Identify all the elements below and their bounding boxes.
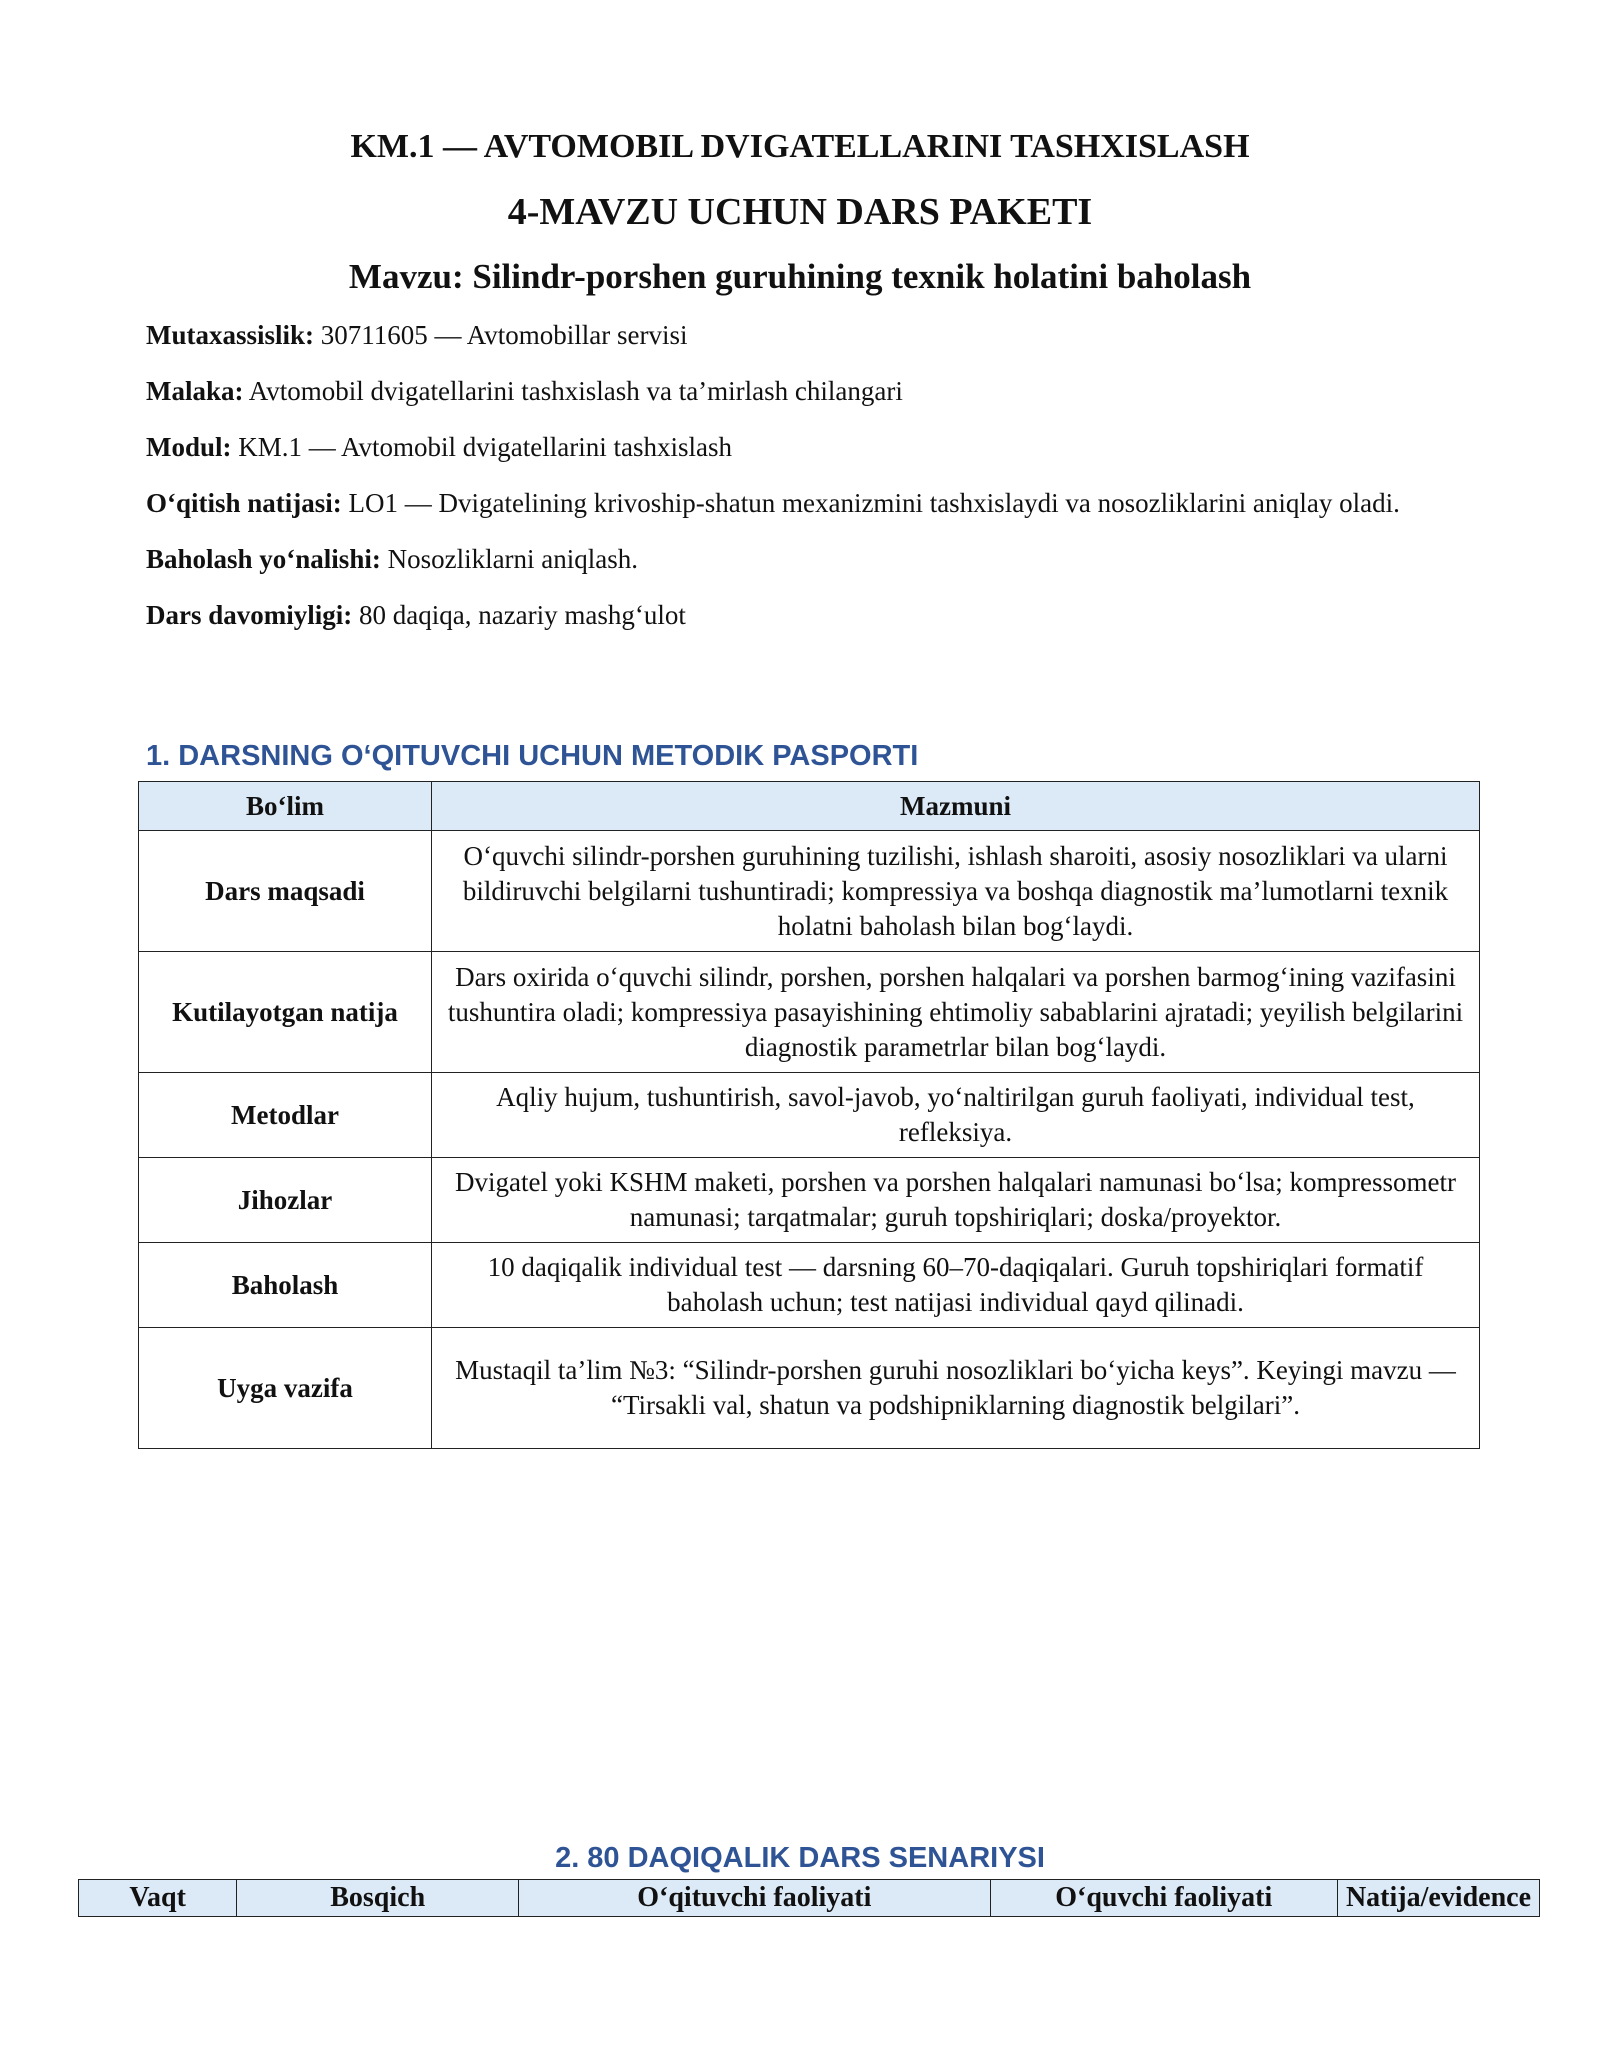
row-section-cell: Uyga vazifa bbox=[139, 1328, 432, 1449]
meta-value: LO1 — Dvigatelining krivoship-shatun mexanizmini tashxislaydi va nosozliklarini aniqlay oladi. bbox=[348, 488, 1400, 518]
meta-value: Nosozliklarni aniqlash. bbox=[387, 544, 639, 574]
column-header-result: Natija/evidence bbox=[1337, 1880, 1539, 1917]
meta-module bbox=[146, 429, 1446, 466]
row-content-cell: Dvigatel yoki KSHM maketi, porshen va porshen halqalari namunasi bo‘lsa; kompressometr namunasi; tarqatmalar; guruh topshiriqlari; doska/proyektor. bbox=[432, 1158, 1480, 1243]
document-title: KM.1 — AVTOMOBIL DVIGATELLARINI TASHXISLASH bbox=[350, 128, 1250, 165]
meta-label: O‘qitish natijasi: bbox=[146, 488, 342, 518]
column-header-time: Vaqt bbox=[79, 1880, 237, 1917]
table-header-row bbox=[139, 782, 1480, 831]
table-row bbox=[139, 1073, 1480, 1158]
topic-title: Mavzu: Silindr-porshen guruhining texnik holatini baholash bbox=[348, 257, 1252, 296]
passport-table bbox=[138, 781, 1480, 1449]
row-section-cell: Dars maqsadi bbox=[139, 831, 432, 952]
meta-value: 30711605 — Avtomobillar servisi bbox=[320, 320, 688, 350]
table-row bbox=[139, 831, 1480, 952]
column-header-stage: Bosqich bbox=[237, 1880, 519, 1917]
meta-block bbox=[146, 317, 1446, 653]
meta-duration bbox=[146, 597, 1446, 634]
column-header-content: Mazmuni bbox=[432, 782, 1480, 831]
section-heading-passport: 1. DARSNING O‘QITUVCHI UCHUN METODIK PASPORTI bbox=[146, 740, 919, 772]
meta-value: Avtomobil dvigatellarini tashxislash va ta’mirlash chilangari bbox=[248, 376, 903, 406]
meta-value: KM.1 — Avtomobil dvigatellarini tashxislash bbox=[238, 432, 732, 462]
column-header-section: Bo‘lim bbox=[139, 782, 432, 831]
meta-label: Modul: bbox=[146, 432, 232, 462]
meta-qualification bbox=[146, 373, 1446, 410]
meta-specialty bbox=[146, 317, 1446, 354]
row-section-cell: Metodlar bbox=[139, 1073, 432, 1158]
row-section-cell: Baholash bbox=[139, 1243, 432, 1328]
meta-assessment-direction bbox=[146, 541, 1446, 578]
section-heading-scenario: 2. 80 DAQIQALIK DARS SENARIYSI bbox=[555, 1842, 1045, 1874]
meta-label: Dars davomiyligi: bbox=[146, 600, 353, 630]
row-content-cell: Dars oxirida o‘quvchi silindr, porshen, porshen halqalari va porshen barmog‘ining vazifasini tushuntira oladi; kompressiya pasayishining ehtimoliy sabablarini ajratadi; yeyilish belgilarini diagnostik parametrlar bilan bog‘laydi. bbox=[432, 952, 1480, 1073]
row-section-cell: Kutilayotgan natija bbox=[139, 952, 432, 1073]
row-content-cell: 10 daqiqalik individual test — darsning 60–70-daqiqalari. Guruh topshiriqlari formatif baholash uchun; test natijasi individual qayd qilinadi. bbox=[432, 1243, 1480, 1328]
meta-learning-outcome bbox=[146, 485, 1446, 522]
row-content-cell: Aqliy hujum, tushuntirish, savol-javob, yo‘naltirilgan guruh faoliyati, individual test, refleksiya. bbox=[432, 1073, 1480, 1158]
table-row bbox=[139, 1328, 1480, 1449]
scenario-table bbox=[78, 1879, 1540, 1917]
column-header-student-activity: O‘quvchi faoliyati bbox=[990, 1880, 1337, 1917]
table-row bbox=[139, 1158, 1480, 1243]
row-section-cell: Jihozlar bbox=[139, 1158, 432, 1243]
table-header-row bbox=[79, 1880, 1540, 1917]
meta-value: 80 daqiqa, nazariy mashg‘ulot bbox=[359, 600, 686, 630]
row-content-cell: Mustaqil ta’lim №3: “Silindr-porshen guruhi nosozliklari bo‘yicha keys”. Keyingi mavzu — “Tirsakli val, shatun va podshipniklarning diagnostik belgilari”. bbox=[432, 1328, 1480, 1449]
column-header-teacher-activity: O‘qituvchi faoliyati bbox=[519, 1880, 991, 1917]
document-subtitle: 4-MAVZU UCHUN DARS PAKETI bbox=[507, 191, 1093, 233]
table-row bbox=[139, 952, 1480, 1073]
meta-label: Baholash yo‘nalishi: bbox=[146, 544, 381, 574]
meta-label: Malaka: bbox=[146, 376, 244, 406]
meta-label: Mutaxassislik: bbox=[146, 320, 315, 350]
row-content-cell: O‘quvchi silindr-porshen guruhining tuzilishi, ishlash sharoiti, asosiy nosozliklari va ularni bildiruvchi belgilarni tushuntiradi; kompressiya va boshqa diagnostik ma’lumotlarni texnik holatni baholash bilan bog‘laydi. bbox=[432, 831, 1480, 952]
table-row bbox=[139, 1243, 1480, 1328]
